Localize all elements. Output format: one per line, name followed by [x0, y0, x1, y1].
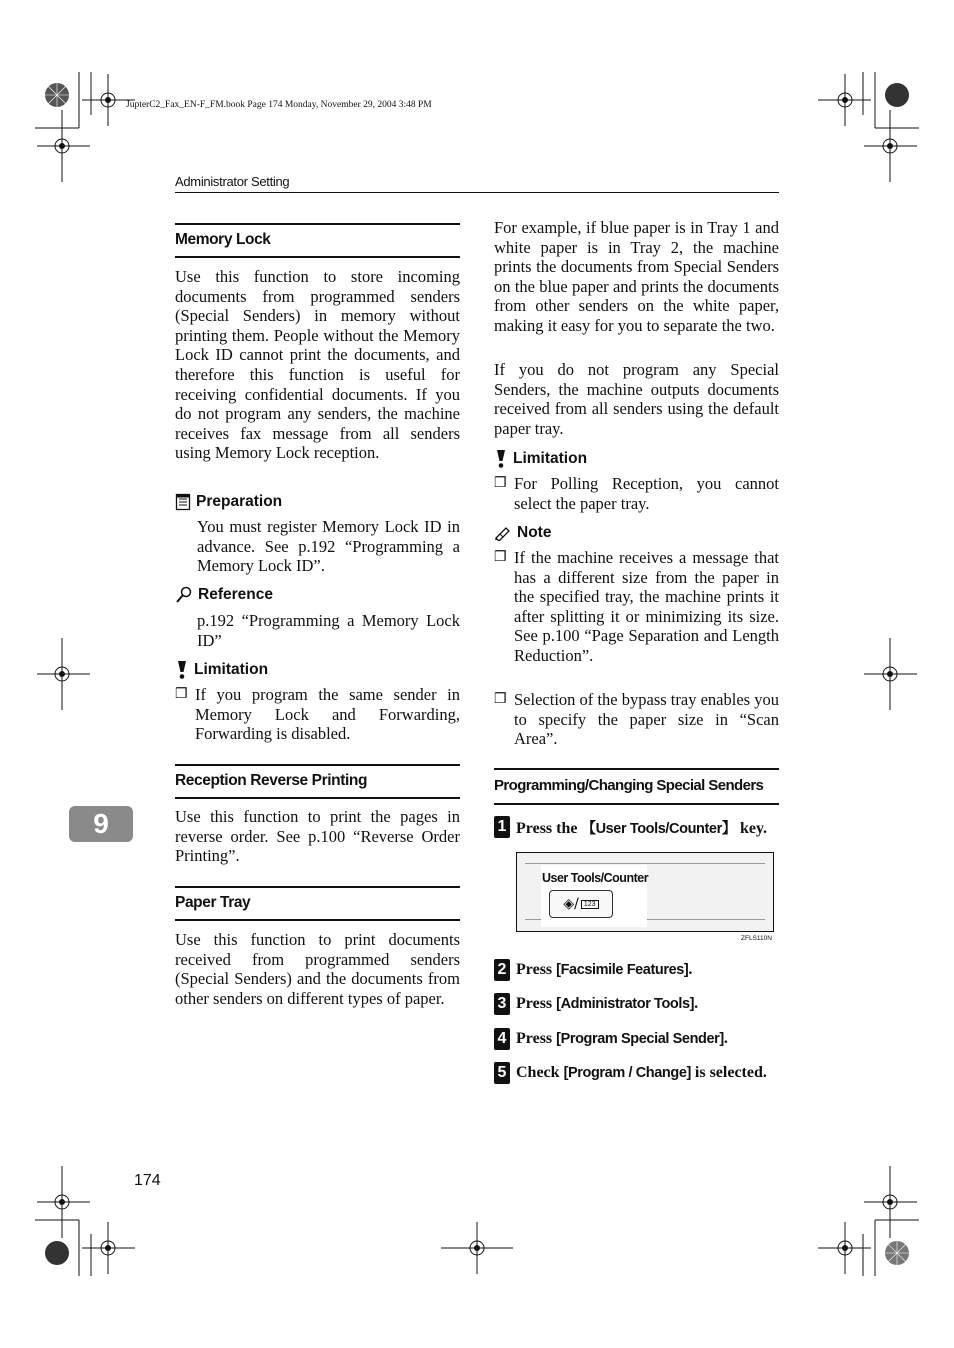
section-heading-programming: Programming/Changing Special Senders	[494, 777, 764, 794]
panel-label: User Tools/Counter	[542, 871, 649, 885]
note-item	[494, 548, 779, 666]
step-number: 1	[494, 816, 510, 838]
step-key: [Program Special Sender]	[556, 1031, 724, 1047]
section-rule	[175, 886, 460, 888]
limitation-label: Limitation	[194, 661, 269, 678]
section-rule	[175, 764, 460, 766]
step-text: Check	[516, 1064, 564, 1081]
section-rule	[494, 768, 779, 770]
preparation-icon	[175, 493, 191, 511]
section-heading-memory-lock: Memory Lock	[175, 231, 271, 248]
reverse-body: Use this function to print the pages in reverse order. See p.100 “Reverse Order Printing”.	[175, 807, 460, 866]
figure-code: ZFLS110N	[741, 935, 772, 942]
reference-label: Reference	[198, 586, 273, 603]
step-text: Press	[516, 961, 557, 978]
limitation-item-text: If you program the same sender in Memory Lock and Forwarding, Forwarding is disabled.	[195, 685, 460, 744]
counter-badge: 123	[581, 900, 599, 909]
preparation-label: Preparation	[196, 493, 283, 510]
user-tools-counter-key	[549, 890, 613, 918]
chapter-number: 9	[93, 808, 109, 839]
running-header: Administrator Setting	[175, 174, 290, 189]
section-heading-paper-tray: Paper Tray	[175, 894, 251, 911]
right-para-1: For example, if blue paper is in Tray 1 and white paper is in Tray 2, the machine prints the documents from Special Senders on the blue paper and prints the documents from other senders on the white paper, making it easy for you to separate the two.	[494, 218, 779, 335]
step-key: [Facsimile Features]	[556, 962, 689, 978]
limitation-icon	[494, 449, 508, 469]
step-5	[494, 1062, 767, 1084]
checkbox-bullet-icon: ❒	[175, 687, 188, 702]
right-limitation-label: Limitation	[513, 450, 588, 467]
step-number: 3	[494, 993, 510, 1015]
step-text: is selected.	[690, 1064, 767, 1081]
paper-tray-body: Use this function to print documents received from programmed senders (Special Senders) and the documents from other senders on different types of paper.	[175, 930, 460, 1008]
step-key: 【User Tools/Counter】	[581, 820, 736, 837]
step-text: .	[688, 961, 693, 978]
checkbox-bullet-icon: ❒	[494, 476, 507, 491]
user-tools-icon: ◈/	[563, 896, 579, 912]
page-number: 174	[134, 1172, 161, 1189]
section-rule	[175, 797, 460, 799]
right-para-2: If you do not program any Special Senders, the machine outputs documents received from all senders using the default paper tray.	[494, 360, 779, 438]
step-number: 2	[494, 959, 510, 981]
section-rule	[175, 223, 460, 225]
checkbox-bullet-icon: ❒	[494, 692, 507, 707]
section-rule	[175, 919, 460, 921]
step-4	[494, 1028, 728, 1050]
step-text: .	[723, 1030, 728, 1047]
note-heading	[494, 524, 551, 542]
reference-text: p.192 “Programming a Memory Lock ID”	[197, 611, 460, 650]
control-panel-figure	[516, 852, 774, 932]
limitation-item	[175, 685, 460, 744]
reference-heading	[175, 586, 273, 604]
step-3	[494, 993, 698, 1015]
note-label: Note	[517, 524, 552, 541]
note-item-text: Selection of the bypass tray enables you to specify the paper size in “Scan Area”.	[514, 690, 779, 749]
step-number: 4	[494, 1028, 510, 1050]
right-limitation-heading	[494, 449, 587, 469]
preparation-heading	[175, 493, 282, 511]
step-2	[494, 959, 692, 981]
step-text: Press	[516, 995, 557, 1012]
right-limitation-item	[494, 474, 779, 513]
section-rule	[175, 256, 460, 258]
step-1	[494, 816, 767, 838]
section-heading-reverse: Reception Reverse Printing	[175, 772, 368, 789]
chapter-tab	[69, 806, 133, 842]
note-item	[494, 690, 779, 749]
step-text: .	[694, 995, 699, 1012]
right-limitation-item-text: For Polling Reception, you cannot select the paper tray.	[514, 474, 779, 513]
limitation-icon	[175, 660, 189, 680]
panel-lines	[525, 863, 765, 864]
reference-icon	[175, 586, 193, 604]
step-number: 5	[494, 1062, 510, 1084]
checkbox-bullet-icon: ❒	[494, 550, 507, 565]
step-key: [Program / Change]	[563, 1065, 691, 1081]
preparation-text: You must register Memory Lock ID in advance. See p.192 “Programming a Memory Lock ID”.	[197, 517, 460, 576]
step-key: [Administrator Tools]	[556, 996, 695, 1012]
section-rule	[494, 803, 779, 805]
step-text: Press	[516, 1030, 557, 1047]
memory-lock-body: Use this function to store incoming documents from programmed senders (Special Senders) in memory without printing them. People without the Memory Lock ID cannot print the documents, and therefore this function is useful for receiving confidential documents. If you do not program any senders, the machine receives fax message from all senders using Memory Lock reception.	[175, 267, 460, 463]
note-item-text: If the machine receives a message that has a different size from the paper in the specified tray, the machine prints it after splitting it or minimizing its size. See p.100 “Page Separation and Length Reduction”.	[514, 548, 779, 665]
header-rule	[175, 192, 779, 193]
step-text: key.	[735, 819, 768, 837]
step-text: Press the	[516, 819, 582, 837]
book-info: JupterC2_Fax_EN-F_FM.book Page 174 Monday, November 29, 2004 3:48 PM	[126, 100, 432, 110]
limitation-heading	[175, 660, 268, 680]
note-pencil-icon	[494, 525, 512, 541]
